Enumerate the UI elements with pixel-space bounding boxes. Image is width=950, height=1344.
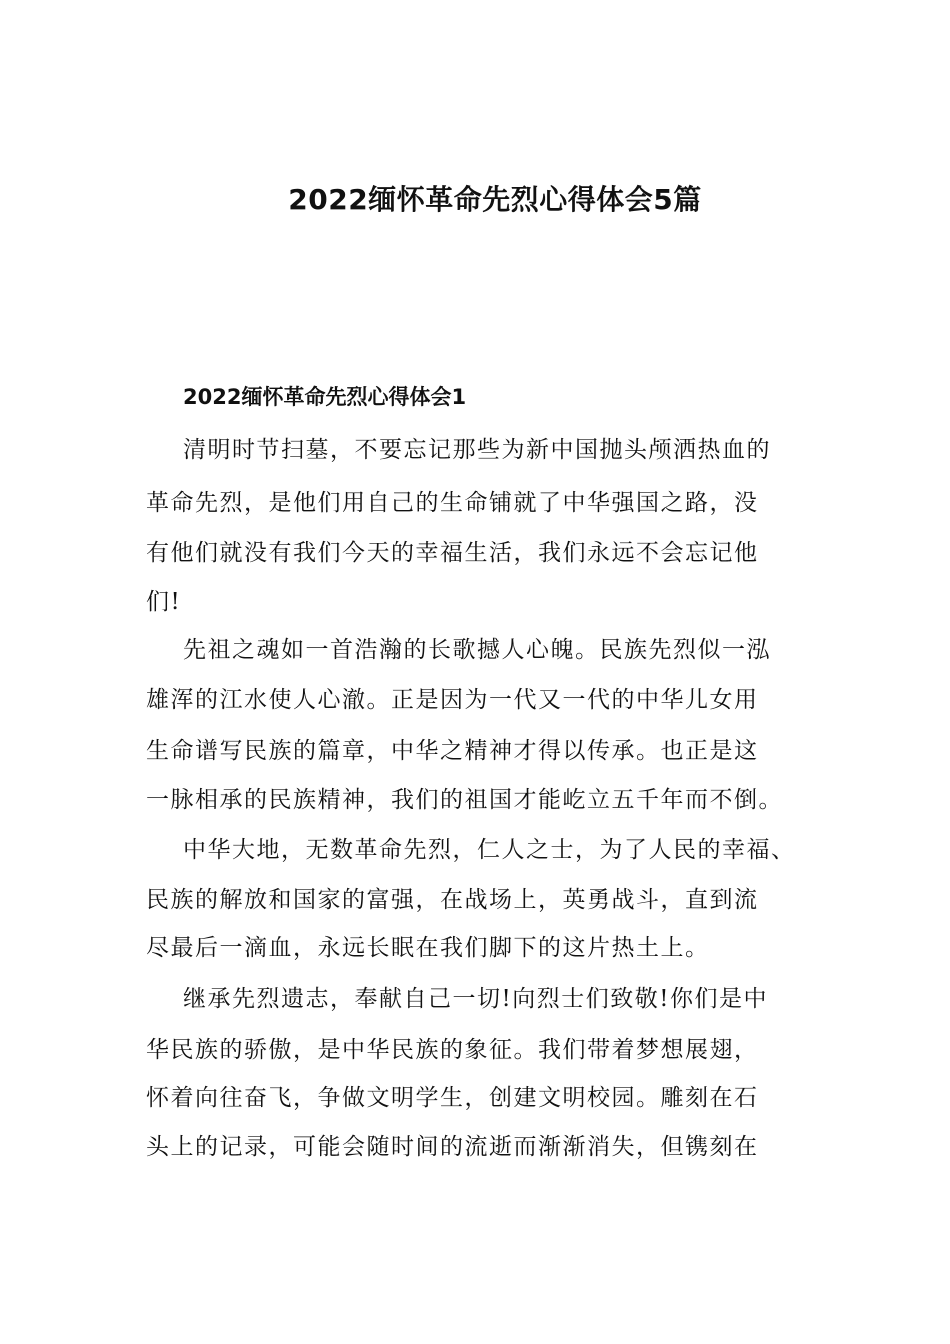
body-line: 尽最后一滴血，永远长眠在我们脚下的这片热土上。 bbox=[146, 935, 710, 961]
body-line: 清明时节扫墓，不要忘记那些为新中国抛头颅洒热血的 bbox=[183, 437, 771, 463]
body-line: 先祖之魂如一首浩瀚的长歌撼人心魄。民族先烈似一泓 bbox=[183, 637, 771, 663]
section-heading: 2022缅怀革命先烈心得体会1 bbox=[183, 385, 467, 409]
body-line: 头上的记录，可能会随时间的流逝而渐渐消失，但镌刻在 bbox=[146, 1134, 759, 1160]
body-line: 华民族的骄傲，是中华民族的象征。我们带着梦想展翅， bbox=[146, 1037, 759, 1063]
body-line: 雄浑的江水使人心澈。正是因为一代又一代的中华儿女用 bbox=[146, 687, 759, 713]
body-line: 生命谱写民族的篇章，中华之精神才得以传承。也正是这 bbox=[146, 738, 759, 764]
body-line: 民族的解放和国家的富强，在战场上，英勇战斗，直到流 bbox=[146, 887, 759, 913]
body-line: 一脉相承的民族精神，我们的祖国才能屹立五千年而不倒。 bbox=[146, 787, 783, 813]
body-line: 中华大地，无数革命先烈，仁人之士，为了人民的幸福、 bbox=[183, 837, 796, 863]
body-line: 继承先烈遗志，奉献自己一切!向烈士们致敬!你们是中 bbox=[183, 986, 768, 1012]
document-title: 2022缅怀革命先烈心得体会5篇 bbox=[288, 183, 702, 216]
body-line: 有他们就没有我们今天的幸福生活，我们永远不会忘记他 bbox=[146, 540, 759, 566]
body-line: 怀着向往奋飞，争做文明学生，创建文明校园。雕刻在石 bbox=[146, 1085, 759, 1111]
body-line: 革命先烈，是他们用自己的生命铺就了中华强国之路，没 bbox=[146, 490, 759, 516]
body-line: 们! bbox=[146, 589, 182, 615]
